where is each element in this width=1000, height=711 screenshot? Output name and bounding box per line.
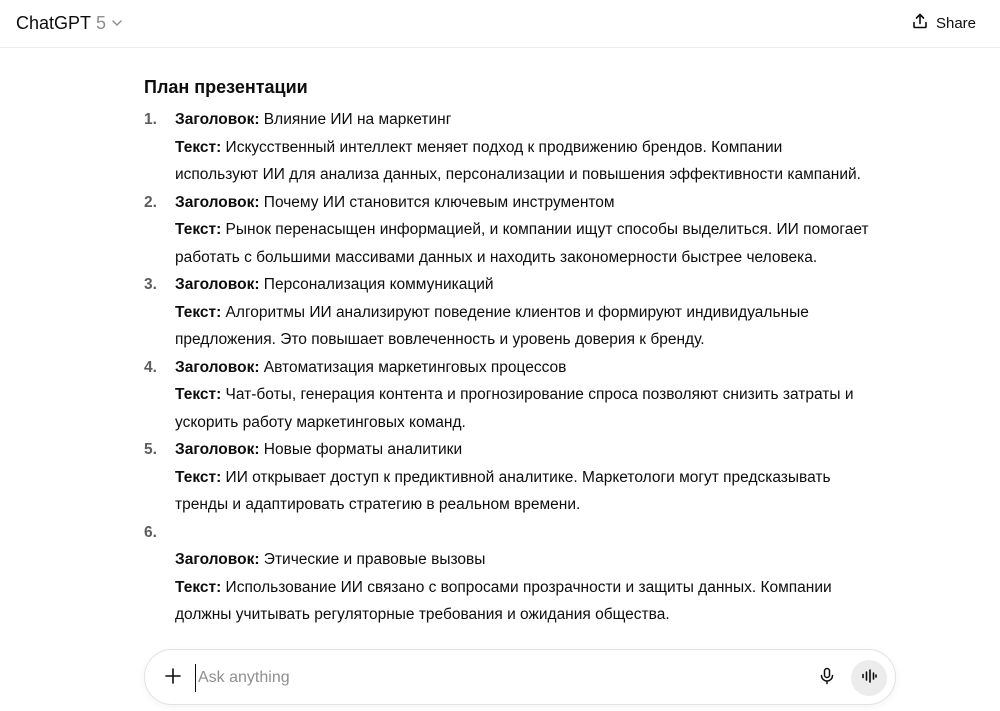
list-item [144,189,904,272]
body-text: Рынок перенасыщен информацией, и компании ищут способы выделиться. ИИ помогает [221,221,869,238]
body-text-continued: предложения. Это повышает вовлеченность и уровень доверия к бренду. [175,331,705,348]
model-version: 5 [96,12,107,33]
body-text-continued: должны учитывать регуляторные требования и ожидания общества. [175,606,670,623]
plan-list [144,106,904,649]
heading-text: Влияние ИИ на маркетинг [259,111,452,128]
item-number: 5. [144,441,157,458]
text-label: Текст: [175,468,222,486]
list-item [144,519,904,629]
text-label: Текст: [175,303,222,321]
body-text: Искусственный интеллект меняет подход к продвижению брендов. Компании [221,138,783,156]
heading-label: Заголовок: [175,276,260,293]
body-text-continued: используют ИИ для анализа данных, персонализации и повышения эффективности кампаний. [175,166,861,183]
text-label: Текст: [175,578,222,596]
list-item [144,436,904,519]
list-item [144,271,904,354]
body-text: Использование ИИ связано с вопросами прозрачности и защиты данных. Компании [221,578,832,596]
add-attachment-button[interactable] [155,660,191,696]
share-label: Share [935,14,976,32]
item-number: 3. [144,276,157,293]
item-number: 4. [144,358,157,376]
heading-text: Новые форматы аналитики [259,441,463,458]
composer [144,649,896,705]
text-label: Текст: [175,221,222,238]
model-name: ChatGPT [16,12,92,33]
chevron-down-icon [110,16,124,30]
body-text: ИИ открывает доступ к предиктивной аналитике. Маркетологи могут предсказывать [221,468,831,486]
item-number: 6. [144,523,157,541]
voice-waveform-icon [860,667,878,690]
share-button[interactable] [899,7,988,39]
body-text-continued: тренды и адаптировать стратегию в реальном времени. [175,496,581,513]
model-selector[interactable] [8,7,132,39]
heading-text: Автоматизация маркетинговых процессов [259,358,567,376]
body-text: Чат-боты, генерация контента и прогнозирование спроса позволяют снизить затраты и [221,386,854,403]
microphone-icon [818,667,836,690]
plus-icon [164,667,182,690]
heading-label: Заголовок: [175,441,260,458]
heading-label: Заголовок: [175,193,260,211]
heading-label: Заголовок: [175,358,260,376]
text-label: Текст: [175,386,222,403]
message-title: План презентации [144,77,308,97]
top-bar [0,0,1000,48]
heading-text: Почему ИИ становится ключевым инструментом [259,193,615,211]
voice-mode-button[interactable] [851,660,887,696]
list-item [144,354,904,437]
heading-text: Этические и правовые вызовы [259,551,486,568]
heading-label: Заголовок: [175,551,260,568]
text-label: Текст: [175,138,222,156]
share-icon [911,12,929,35]
conversation [0,49,1000,649]
body-text: Алгоритмы ИИ анализируют поведение клиентов и формируют индивидуальные [221,303,809,321]
list-item [144,106,904,189]
item-number: 1. [144,111,157,128]
body-text-continued: работать с большими массивами данных и находить закономерности быстрее человека. [175,248,818,266]
heading-text: Персонализация коммуникаций [259,276,494,293]
heading-label: Заголовок: [175,111,260,128]
item-number: 2. [144,193,157,211]
prompt-input[interactable] [195,664,755,692]
dictate-button[interactable] [809,660,845,696]
body-text-continued: ускорить работу маркетинговых команд. [175,413,466,431]
